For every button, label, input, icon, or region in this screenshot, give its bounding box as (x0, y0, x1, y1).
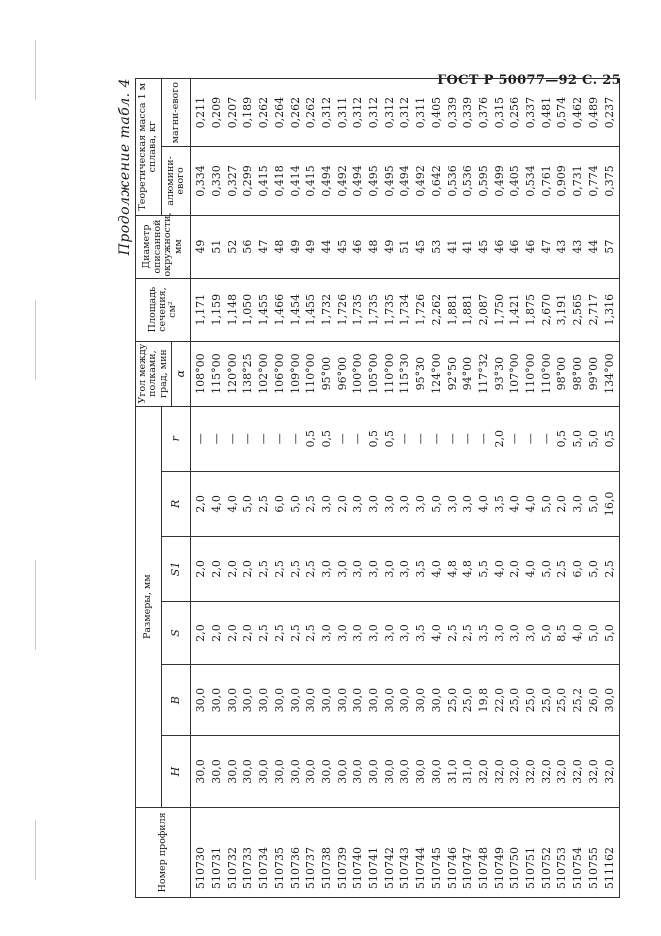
header-R: R (161, 471, 190, 536)
column-S1-values: 2,0 2,0 2,0 2,0 2,5 2,5 2,5 2,5 3,0 3,0 3,0 3,0 3,0 3,0 3,5 4,0 4,8 4,8 5,5 4,0 2,0 4,0 5,0 2,5 6,0 5,0 2,5 (191, 536, 620, 601)
column-S-values: 2,0 2,0 2,0 2,0 2,5 2,5 2,5 2,5 3,0 3,0 3,0 3,0 3,0 3,0 3,5 4,0 2,5 2,5 3,5 3,0 3,0 3,0 5,0 8,5 4,0 5,0 5,0 (191, 601, 620, 664)
header-dimensions: Размеры, мм (136, 406, 162, 807)
column-R-values: 2,0 4,0 4,0 5,0 2,5 6,0 5,0 2,5 3,0 2,0 3,0 3,0 3,0 3,0 3,0 5,0 3,0 3,0 4,0 3,5 4,0 4,0 5,0 2,0 3,0 5,0 16,0 (191, 471, 620, 536)
rotated-page-content (117, 78, 637, 898)
column-aluminum-values: 0,334 0,330 0,327 0,299 0,415 0,418 0,414 0,415 0,494 0,492 0,494 0,495 0,495 0,494 0,492 0,642 0,536 0,536 0,595 0,499 0,405 0,534 0,761 0,909 0,731 0,774 0,375 (191, 147, 620, 215)
column-B-values: 30,0 30,0 30,0 30,0 30,0 30,0 30,0 30,0 30,0 30,0 30,0 30,0 30,0 30,0 30,0 30,0 25,0 25,0 19,8 22,0 25,0 25,0 25,0 25,0 25,2 26,0 30,0 (191, 664, 620, 735)
profile-table (135, 78, 620, 898)
header-angle-symbol: α (172, 341, 191, 406)
margin-line (35, 560, 36, 650)
header-H: H (161, 736, 190, 807)
header-aluminum: алюмини-евого (161, 147, 190, 215)
header-magnesium: магни-евого (161, 79, 190, 147)
column-magnesium-values: 0,211 0,209 0,207 0,189 0,262 0,264 0,262 0,262 0,312 0,311 0,312 0,312 0,312 0,312 0,311 0,405 0,339 0,339 0,376 0,315 0,256 0,337 0,481 0,574 0,462 0,489 0,237 (191, 79, 620, 147)
header-profile-number: Номер профиля (136, 807, 191, 897)
header-diameter: Диаметр описанной окружности, мм (136, 215, 191, 278)
header-S: S (161, 601, 190, 664)
column-r-values: — — — — — — — 0,5 0,5 — — 0,5 0,5 — — — — — — 2,0 — — — 0,5 5,0 5,0 0,5 (191, 406, 620, 471)
margin-line (35, 40, 36, 100)
continuation-caption: Продолжение табл. 4 (117, 78, 133, 256)
column-area-values: 1,171 1,159 1,148 1,050 1,455 1,466 1,454 1,455 1,732 1,726 1,735 1,735 1,735 1,734 1,726 2,262 1,881 1,881 2,087 1,750 1,421 1,875 2,670 3,191 2,565 2,717 1,316 (191, 278, 620, 341)
header-B: B (161, 664, 190, 735)
header-mass: Теоретическая масса 1 м сплава, кг (136, 79, 162, 216)
column-profile-values: 510730 510731 510732 510733 510734 510735 510736 510737 510738 510739 510740 510741 510742 510743 510744 510745 510746 510747 510748 510749 510750 510751 510752 510753 510754 510755 511162 (191, 807, 620, 897)
margin-line (35, 300, 36, 380)
column-H-values: 30,0 30,0 30,0 30,0 30,0 30,0 30,0 30,0 30,0 30,0 30,0 30,0 30,0 30,0 30,0 30,0 31,0 31,0 32,0 32,0 32,0 32,0 32,0 32,0 32,0 32,0 32,0 (191, 736, 620, 807)
header-angle: Угол между полками, град, мин (136, 341, 172, 406)
margin-line (35, 820, 36, 880)
column-diameter-values: 49 51 52 56 47 48 49 49 44 45 46 48 49 51 45 53 41 41 45 46 46 46 47 43 43 44 57 (191, 215, 620, 278)
header-r: r (161, 406, 190, 471)
page-header: ГОСТ Р 50077—92 С. 25 (437, 73, 621, 88)
column-angle-values: 108°00 115°00 120°00 138°25 102°00 106°00 109°00 110°00 95°00 96°00 100°00 105°00 110°00 115°30 95°30 124°00 92°50 94°00 117°32 93°30 107°00 110°00 110°00 98°00 98°00 99°00 134°00 (191, 341, 620, 406)
header-area: Площадь сечения, см² (136, 278, 191, 341)
header-S1: S1 (161, 536, 190, 601)
